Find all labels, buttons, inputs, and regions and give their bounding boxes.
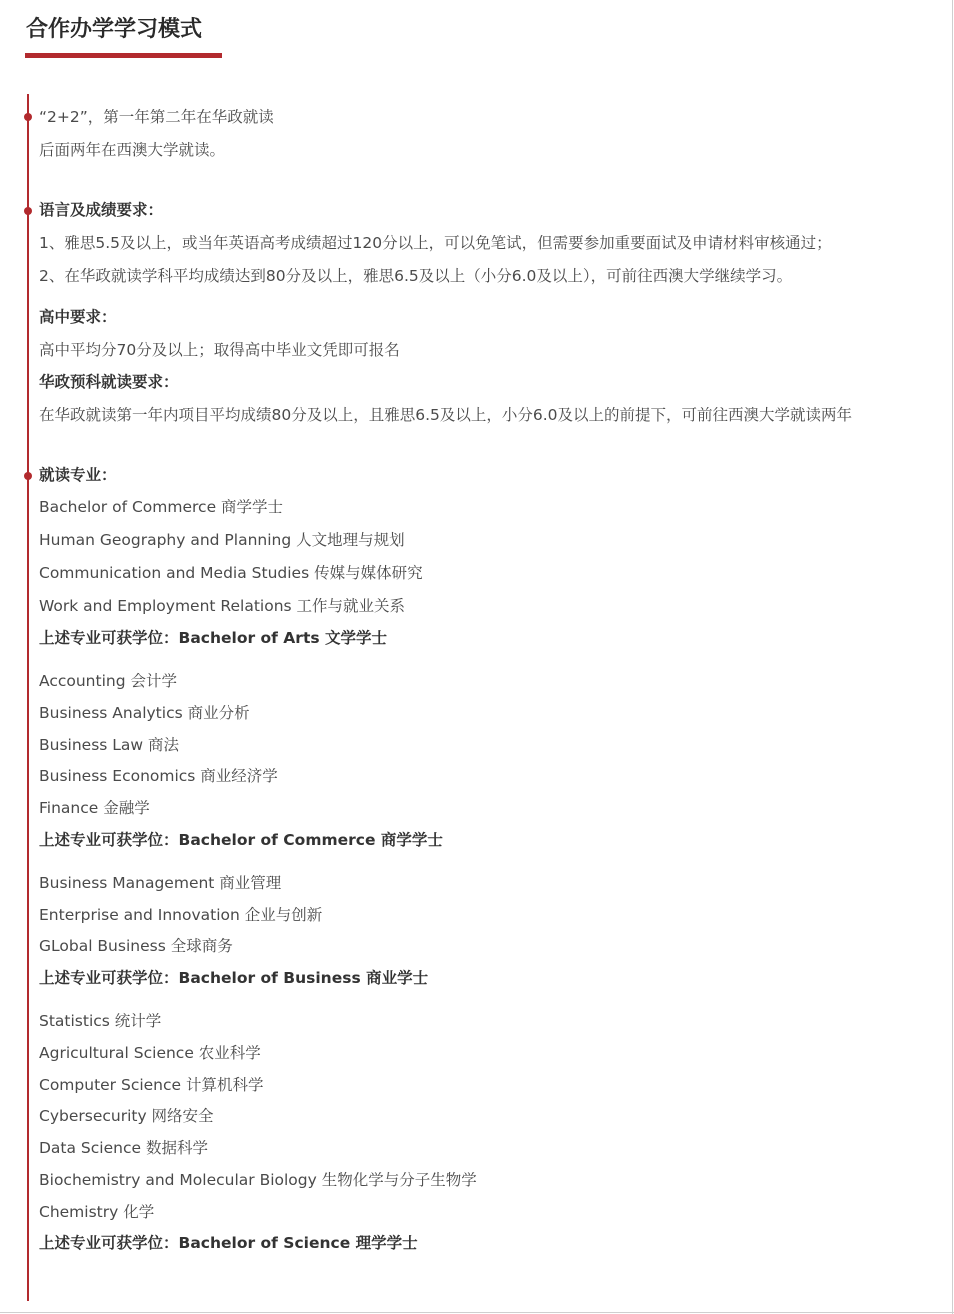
major-item: Computer Science 计算机科学 [39, 1076, 264, 1094]
major-item: Work and Employment Relations 工作与就业关系 [39, 597, 406, 615]
major-item: Chemistry 化学 [39, 1203, 155, 1221]
major-item: Biochemistry and Molecular Biology 生物化学与分子生物学 [39, 1171, 477, 1189]
page-title: 合作办学学习模式 [26, 17, 203, 42]
major-item: Business Analytics 商业分析 [39, 704, 250, 722]
major-item: Agricultural Science 农业科学 [39, 1044, 261, 1062]
highschool-text: 高中平均分70分及以上；取得高中毕业文凭即可报名 [39, 341, 400, 359]
major-item: Human Geography and Planning 人文地理与规划 [39, 531, 405, 549]
frame-border-right [952, 0, 953, 1314]
prep-text: 在华政就读第一年内项目平均成绩80分及以上，且雅思6.5及以上，小分6.0及以上的前提下，可前往西澳大学就读两年 [39, 406, 853, 424]
degree-line-arts: 上述专业可获学位：Bachelor of Arts 文学学士 [39, 629, 387, 647]
highschool-heading: 高中要求： [39, 308, 117, 326]
timeline-dot-requirements [24, 207, 32, 215]
major-item: Finance 金融学 [39, 799, 150, 817]
major-item: Business Management 商业管理 [39, 874, 282, 892]
requirement-item-2: 2、在华政就读学科平均成绩达到80分及以上，雅思6.5及以上（小分6.0及以上），可前往西澳大学继续学习。 [39, 267, 793, 285]
degree-line-science: 上述专业可获学位：Bachelor of Science 理学学士 [39, 1234, 418, 1252]
intro-line-2: 后面两年在西澳大学就读。 [39, 141, 226, 159]
major-item: Accounting 会计学 [39, 672, 177, 690]
intro-line-1: “2+2”，第一年第二年在华政就读 [39, 108, 274, 126]
degree-line-commerce: 上述专业可获学位：Bachelor of Commerce 商学学士 [39, 831, 443, 849]
major-item: Bachelor of Commerce 商学学士 [39, 498, 284, 516]
requirements-heading: 语言及成绩要求： [39, 201, 164, 219]
title-underline [25, 53, 222, 58]
major-item: Business Law 商法 [39, 736, 180, 754]
timeline-line [27, 94, 29, 1301]
frame-border-bottom [0, 1312, 954, 1313]
major-item: Communication and Media Studies 传媒与媒体研究 [39, 564, 423, 582]
major-item: Data Science 数据科学 [39, 1139, 208, 1157]
major-item: Enterprise and Innovation 企业与创新 [39, 906, 323, 924]
prep-heading: 华政预科就读要求： [39, 373, 179, 391]
majors-heading: 就读专业： [39, 466, 117, 484]
major-item: Statistics 统计学 [39, 1012, 162, 1030]
degree-line-business: 上述专业可获学位：Bachelor of Business 商业学士 [39, 969, 429, 987]
major-item: Business Economics 商业经济学 [39, 767, 278, 785]
major-item: Cybersecurity 网络安全 [39, 1107, 214, 1125]
timeline-dot-majors [24, 472, 32, 480]
requirement-item-1: 1、雅思5.5及以上，或当年英语高考成绩超过120分以上，可以免笔试，但需要参加重要面试及申请材料审核通过； [39, 234, 832, 252]
timeline-dot-intro [24, 113, 32, 121]
major-item: GLobal Business 全球商务 [39, 937, 233, 955]
